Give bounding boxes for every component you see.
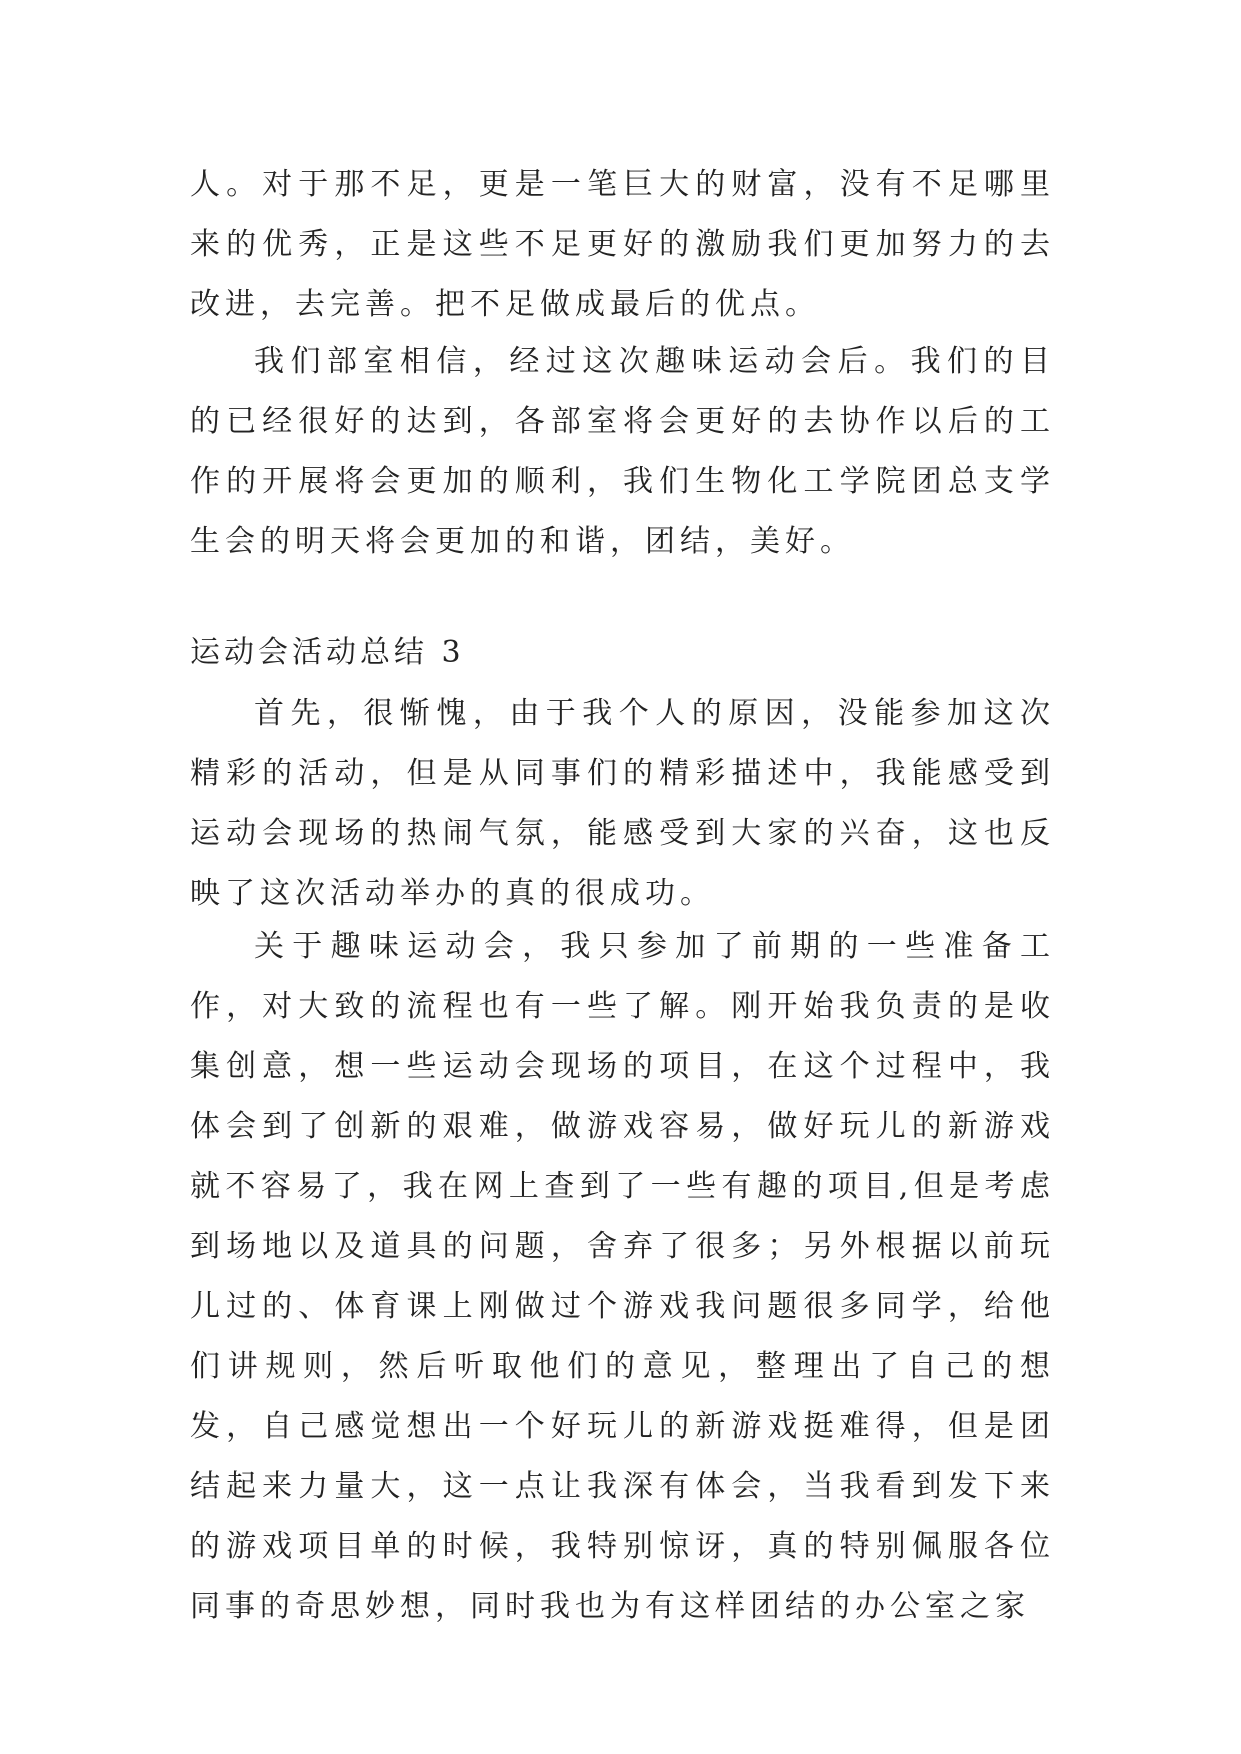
paragraph-preparation: 关于趣味运动会，我只参加了前期的一些准备工作，对大致的流程也有一些了解。刚开始我负责的是收集创意，想一些运动会现场的项目，在这个过程中，我体会到了创新的艰难，做游戏容易，做好玩儿的新游戏就不容易了，我在网上查到了一些有趣的项目,但是考虑到场地以及道具的问题，舍弃了很多；另外根据以前玩儿过的、体育课上刚做过个游戏我问题很多同学，给他们讲规则，然后听取他们的意见，整理出了自己的想发，自己感觉想出一个好玩儿的新游戏挺难得，但是团结起来力量大，这一点让我深有体会，当我看到发下来的游戏项目单的时候，我特别惊讶，真的特别佩服各位同事的奇思妙想，同时我也为有这样团结的办公室之家	[190, 929, 1055, 1624]
section-heading: 运动会活动总结 3	[190, 635, 465, 670]
paragraph-department-belief: 我们部室相信，经过这次趣味运动会后。我们的目的已经很好的达到，各部室将会更好的去协作以后的工作的开展将会更加的顺利，我们生物化工学院团总支学生会的明天将会更加的和谐，团结，美好。	[190, 344, 1055, 559]
paragraph-apology: 首先，很惭愧，由于我个人的原因，没能参加这次精彩的活动，但是从同事们的精彩描述中，我能感受到运动会现场的热闹气氛，能感受到大家的兴奋，这也反映了这次活动举办的真的很成功。	[190, 696, 1055, 911]
paragraph-continuation: 人。对于那不足，更是一笔巨大的财富，没有不足哪里来的优秀，正是这些不足更好的激励我们更加努力的去改进，去完善。把不足做成最后的优点。	[190, 167, 1055, 322]
